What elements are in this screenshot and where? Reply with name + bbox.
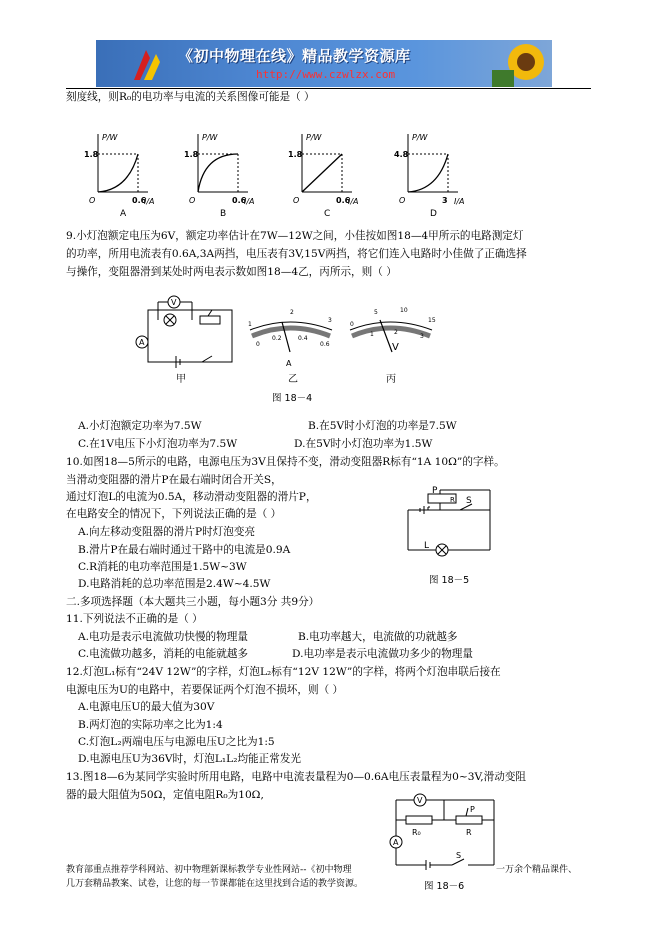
- option-b: B.两灯泡的实际功率之比为1:4: [78, 719, 223, 731]
- sunflower-icon: [492, 40, 552, 87]
- footer-right: 一万余个精品课件、: [496, 865, 578, 875]
- origin-label: O: [89, 196, 96, 205]
- axis-x-label: I/A: [244, 197, 255, 206]
- q11-line: 11.下列说法不正确的是（ ）: [66, 613, 203, 625]
- tick-label: 2: [394, 329, 398, 336]
- tick-label: 0.6: [320, 341, 330, 348]
- power-curve: [302, 154, 342, 192]
- option-a: A.电源电压U的最大值为30V: [78, 701, 215, 713]
- option-a: A.向左移动变阻器的滑片P时灯泡变亮: [78, 526, 256, 538]
- y-mark-label: 4.8: [394, 150, 409, 159]
- fixed-resistor-icon: [406, 816, 432, 824]
- tick-label: 1: [248, 321, 252, 328]
- option-b: B.滑片P在最右端时通过干路中的电流是0.9A: [78, 544, 291, 556]
- q10-line: 在电路安全的情况下，下列说法正确的是（ ）: [66, 508, 282, 520]
- r0-label: R₀: [412, 828, 421, 837]
- origin-label: O: [293, 196, 300, 205]
- power-curve: [98, 154, 138, 192]
- q9-line: 的功率，所用电流表有0.6A,3A两挡，电压表有3V,15V两挡，将它们连入电路时小佳做了正确选择: [66, 248, 527, 260]
- switch-label: S: [466, 496, 472, 506]
- tick-label: 0: [256, 341, 260, 348]
- figure-18-5: [400, 480, 500, 568]
- option-c: C.灯泡L₂两端电压与电源电压U之比为1:5: [78, 736, 275, 748]
- slider-label: P: [470, 805, 475, 814]
- axis-y-label: P/W: [202, 133, 218, 142]
- rheostat-icon: [456, 816, 482, 824]
- y-mark-label: 1.8: [288, 150, 303, 159]
- tick-label: 2: [290, 309, 294, 316]
- tick-label: 10: [400, 307, 408, 314]
- x-mark-label: 0.6: [336, 196, 351, 205]
- option-b: B.在5V时小灯泡的功率是7.5W: [308, 420, 457, 432]
- q9-line: 9.小灯泡额定电压为6V，额定功率估计在7W—12W之间，小佳按如图18—4甲所示的电路测定灯: [66, 230, 524, 242]
- option-d: D.在5V时小灯泡功率为1.5W: [294, 438, 433, 450]
- resistor-label: R: [450, 496, 455, 504]
- power-current-graphs: [60, 120, 600, 220]
- site-logo-icon: [126, 44, 166, 84]
- banner-title: 《初中物理在线》精品教学资源库: [178, 47, 411, 65]
- figure-18-6-drawing: [382, 790, 502, 878]
- label-bing: 丙: [386, 374, 396, 385]
- q13-line: 器的最大阻值为50Ω，定值电阻R₀为10Ω,: [66, 789, 264, 801]
- axis-y-label: P/W: [412, 133, 428, 142]
- tick-label: 3: [420, 333, 424, 340]
- x-mark-label: 3: [442, 196, 448, 205]
- option-a: A.小灯泡额定功率为7.5W: [78, 420, 202, 432]
- ammeter-label: A: [139, 338, 145, 347]
- option-letter: C: [324, 209, 331, 219]
- figure-18-4: [130, 290, 450, 400]
- rheostat-icon: [200, 316, 220, 324]
- tick-label: 5: [374, 309, 378, 316]
- q10-line: 当滑动变阻器的滑片P在最右端时闭合开关S，: [66, 474, 282, 486]
- section-heading: 二.多项选择题（本大题共三小题，每小题3分 共9分）: [66, 596, 320, 608]
- origin-label: O: [189, 196, 196, 205]
- option-c: C.电流做功越多，消耗的电能就越多: [78, 648, 249, 660]
- q12-line: 电源电压为U的电路中，若要保证两个灯泡不损坏，则（ ）: [66, 684, 344, 696]
- header-rule: [66, 88, 591, 89]
- text-line: 刻度线，则R₀的电功率与电流的关系图像可能是（ ）: [66, 91, 315, 103]
- voltmeter-label: V: [417, 796, 423, 805]
- axis-x-label: I/A: [144, 197, 155, 206]
- label-yi: 乙: [288, 374, 298, 385]
- axis-x-label: I/A: [348, 197, 359, 206]
- option-a: A.电功是表示电流做功快慢的物理量: [78, 631, 248, 643]
- x-mark-label: 0.6: [132, 196, 147, 205]
- figure-18-4-drawing: [130, 290, 450, 400]
- option-b: B.电功率越大，电流做的功就越多: [298, 631, 458, 643]
- graph-set: [60, 120, 600, 220]
- circuit-jia: [136, 296, 232, 368]
- axis-x-label: I/A: [454, 197, 465, 206]
- option-d: D.电源电压U为36V时，灯泡L₁L₂均能正常发光: [78, 753, 302, 765]
- q10-line: 10.如图18—5所示的电路，电源电压为3V且保持不变，滑动变阻器R标有“1A 10Ω”的字样。: [66, 456, 505, 468]
- meter-unit: A: [286, 359, 292, 368]
- y-mark-label: 1.8: [84, 150, 99, 159]
- tick-label: 0.2: [272, 335, 282, 342]
- site-banner: [96, 40, 552, 87]
- y-mark-label: 1.8: [184, 150, 199, 159]
- option-letter: A: [120, 209, 127, 219]
- option-d: D.电路消耗的总功率范围是2.4W~4.5W: [78, 578, 271, 590]
- q9-line: 与操作，变阻器滑到某处时两电表示数如图18—4乙，丙所示，则（ ）: [66, 266, 397, 278]
- axis-y-label: P/W: [306, 133, 322, 142]
- q12-line: 12.灯泡L₁标有“24V 12W”的字样，灯泡L₂标有“12V 12W”的字样，将两个灯泡串联后接在: [66, 666, 501, 678]
- figure-caption: 图 18－5: [429, 575, 470, 586]
- origin-label: O: [399, 196, 406, 205]
- footer-line2: 几万套精品教案、试卷，让您的每一节课都能在这里找到合适的教学资源。: [66, 879, 364, 889]
- figure-18-6: [382, 790, 502, 878]
- switch-label: S: [456, 851, 462, 860]
- q13-line: 13.图18—6为某同学实验时所用电路，电路中电流表量程为0—0.6A电压表量程为0~3V,滑动变阻: [66, 771, 527, 783]
- power-curve: [408, 154, 448, 192]
- figure-18-5-drawing: [400, 480, 500, 568]
- option-letter: B: [220, 209, 227, 219]
- figure-caption: 图 18－6: [424, 881, 465, 892]
- x-mark-label: 0.6: [232, 196, 247, 205]
- ammeter-label: A: [393, 838, 399, 847]
- q10-line: 通过灯泡L的电流为0.5A，移动滑动变阻器的滑片P，: [66, 491, 317, 503]
- r-label: R: [466, 828, 472, 837]
- tick-label: 3: [328, 317, 332, 324]
- banner-url[interactable]: http://www.czwlzx.com: [256, 68, 396, 81]
- option-d: D.电功率是表示电流做功多少的物理量: [292, 648, 473, 660]
- option-c: C.R消耗的电功率范围是1.5W~3W: [78, 561, 247, 573]
- option-c: C.在1V电压下小灯泡功率为7.5W: [78, 438, 238, 450]
- tick-label: 1: [370, 331, 374, 338]
- figure-caption: 图 18－4: [272, 393, 313, 404]
- tick-label: 15: [428, 317, 436, 324]
- power-curve: [198, 154, 238, 192]
- footer-left: 教育部重点推荐学科网站、初中物理新课标教学专业性网站--《初中物理: [66, 865, 352, 875]
- axis-y-label: P/W: [102, 133, 118, 142]
- option-letter: D: [430, 209, 437, 219]
- voltmeter-label: V: [171, 298, 177, 307]
- tick-label: 0: [350, 321, 354, 328]
- slider-label: P: [432, 486, 438, 496]
- label-jia: 甲: [176, 374, 186, 385]
- lamp-label: L: [424, 541, 430, 551]
- meter-unit: V: [392, 342, 399, 353]
- tick-label: 0.4: [298, 335, 308, 342]
